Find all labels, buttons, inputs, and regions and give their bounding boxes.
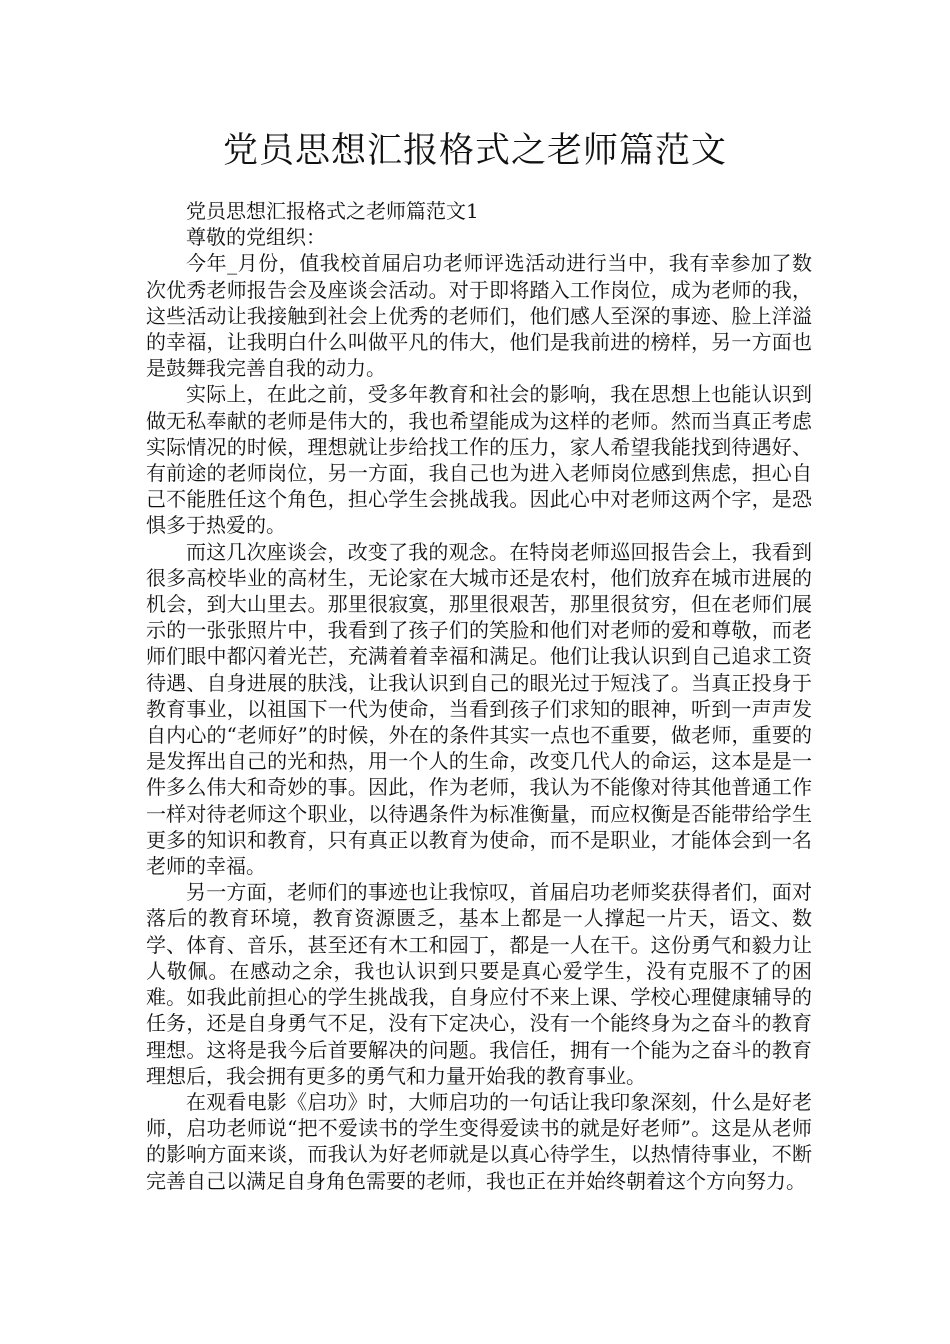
body-paragraph: 今年_月份，值我校首届启功老师评选活动进行当中，我有幸参加了数次优秀老师报告会及座谈会活动。对于即将踏入工作岗位，成为老师的我，这些活动让我接触到社会上优秀的老师们，他们感人至深的事迹、脸上洋溢的幸福，让我明白什么叫做平凡的伟大，他们是我前进的榜样，另一方面也是鼓舞我完善自我的动力。 xyxy=(146,251,812,381)
document-title: 党员思想汇报格式之老师篇范文 xyxy=(222,131,727,171)
body-paragraph: 在观看电影《启功》时，大师启功的一句话让我印象深刻，什么是好老师，启功老师说“把不爱读书的学生变得爱读书的就是好老师”。这是从老师的影响方面来谈，而我认为好老师就是以真心待学生，以热情待事业，不断完善自己以满足自身角色需要的老师，我也正在并始终朝着这个方向努力。 xyxy=(146,1089,812,1193)
salutation: 尊敬的党组织： xyxy=(186,225,326,250)
body-paragraph: 而这几次座谈会，改变了我的观念。在特岗老师巡回报告会上，我看到很多高校毕业的高材生，无论家在大城市还是农村，他们放弃在城市进展的机会，到大山里去。那里很寂寞，那里很艰苦，那里很贫穷，但在老师们展示的一张张照片中，我看到了孩子们的笑脸和他们对老师的爱和尊敬，而老师们眼中都闪着光芒，充满着着幸福和满足。他们让我认识到自己追求工资待遇、自身进展的肤浅，让我认识到自己的眼光过于短浅了。当真正投身于教育事业，以祖国下一代为使命，当看到孩子们求知的眼神，听到一声声发自内心的“老师好”的时候，外在的条件其实一点也不重要，做老师，重要的是发挥出自己的光和热，用一个人的生命，改变几代人的命运，这本是是一件多么伟大和奇妙的事。因此，作为老师，我认为不能像对待其他普通工作一样对待老师这个职业，以待遇条件为标准衡量，而应权衡是否能带给学生更多的知识和教育，只有真正以教育为使命，而不是职业，才能体会到一名老师的幸福。 xyxy=(146,539,812,879)
document-subtitle: 党员思想汇报格式之老师篇范文1 xyxy=(186,199,479,223)
body-paragraph: 实际上，在此之前，受多年教育和社会的影响，我在思想上也能认识到做无私奉献的老师是伟大的，我也希望能成为这样的老师。然而当真正考虑实际情况的时候，理想就让步给找工作的压力，家人希望我能找到待遇好、有前途的老师岗位，另一方面，我自己也为进入老师岗位感到焦虑，担心自己不能胜任这个角色，担心学生会挑战我。因此心中对老师这两个字，是恐惧多于热爱的。 xyxy=(146,382,812,538)
document-body xyxy=(146,198,812,1194)
body-paragraph: 另一方面，老师们的事迹也让我惊叹，首届启功老师奖获得者们，面对落后的教育环境，教育资源匮乏，基本上都是一人撑起一片天，语文、数学、体育、音乐，甚至还有木工和园丁，都是一人在干。这份勇气和毅力让人敬佩。在感动之余，我也认识到只要是真心爱学生，没有克服不了的困难。如我此前担心的学生挑战我，自身应付不来上课、学校心理健康辅导的任务，还是自身勇气不足，没有下定决心，没有一个能终身为之奋斗的教育理想。这将是我今后首要解决的问题。我信任，拥有一个能为之奋斗的教育理想后，我会拥有更多的勇气和力量开始我的教育事业。 xyxy=(146,880,812,1088)
